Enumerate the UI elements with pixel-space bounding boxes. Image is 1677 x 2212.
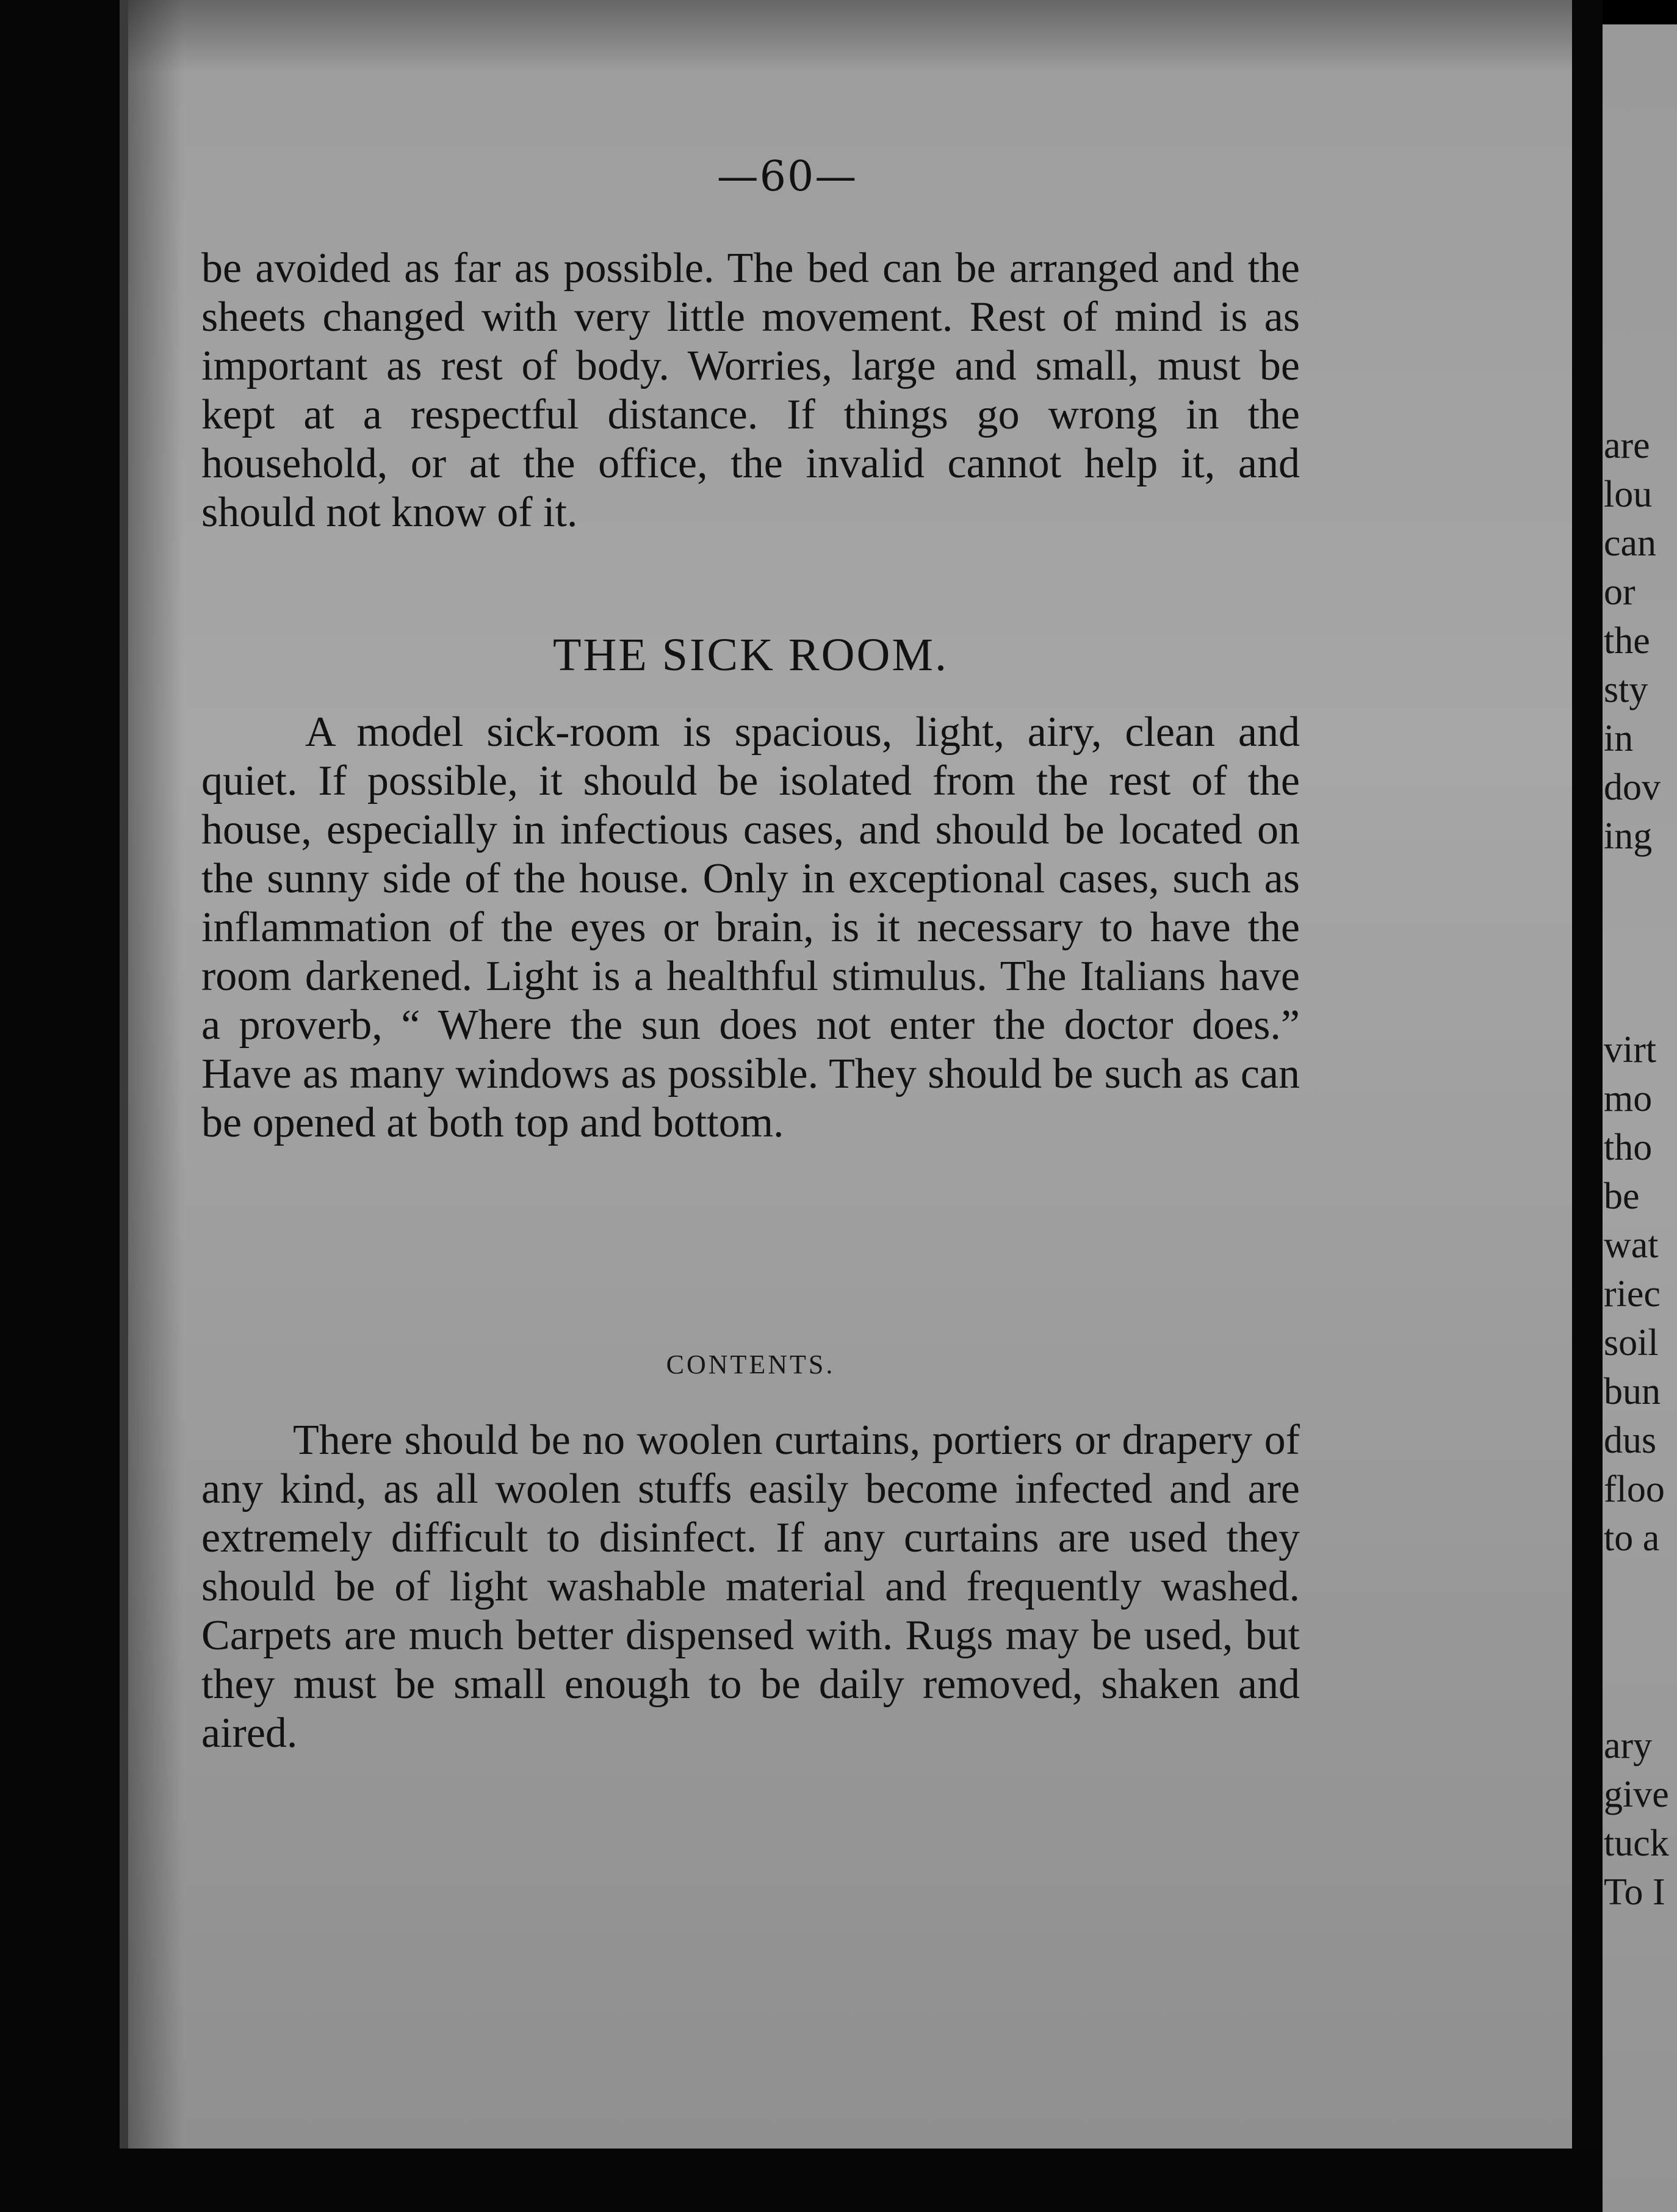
next-page-fragment: the	[1604, 620, 1650, 662]
scan-border-bottom	[0, 2149, 1603, 2212]
next-page-fragment: ing	[1604, 815, 1653, 857]
next-page-fragment: be	[1604, 1176, 1640, 1217]
next-page-fragment: ary	[1604, 1725, 1653, 1766]
next-page-fragment: in	[1604, 718, 1634, 759]
page-shadow-top	[128, 0, 1572, 73]
scan-border-left	[0, 0, 120, 2212]
next-page-fragment: mo	[1604, 1078, 1653, 1119]
next-page-fragment: soil	[1604, 1322, 1659, 1364]
heading-contents: CONTENTS.	[666, 1350, 835, 1379]
next-page-fragment: give	[1604, 1774, 1669, 1815]
paragraph-rest: be avoided as far as possible. The bed can be arranged and the sheets changed with very little movement. Rest of mind is as important as rest of body. Worries, large and small, must be kept at a respectful distance. If things go wrong in the household, or at the office, the invalid cannot help it, and should not know of it.	[201, 245, 1300, 536]
next-page-fragment: to a	[1604, 1517, 1660, 1559]
next-page-fragment: bun	[1604, 1371, 1661, 1412]
page-number: —60—	[716, 153, 858, 201]
next-page-fragment: can	[1604, 522, 1657, 564]
paragraph-sick-room: A model sick-room is spacious, light, airy, clean and quiet. If possible, it should be isolated from the rest of the house, especially in infectious cases, and should be located on the sunny side of the house. Only in exceptional cases, such as inflammation of the eyes or brain, is it necessary to have the room darkened. Light is a healthful stimulus. The Italians have a proverb, “ Where the sun does not enter the doctor does.” Have as many windows as possible. They should be such as can be opened at both top and bottom.	[201, 709, 1300, 1146]
next-page-fragment: are	[1604, 425, 1650, 466]
book-gutter	[1572, 0, 1603, 2212]
next-page-fragment: To I	[1604, 1871, 1665, 1913]
page-shadow-left	[128, 0, 183, 2149]
next-page-fragment: riec	[1604, 1273, 1661, 1315]
next-page-fragment: or	[1604, 571, 1636, 613]
heading-sick-room: THE SICK ROOM.	[553, 629, 948, 681]
next-page-fragment: dus	[1604, 1420, 1657, 1461]
next-page-fragment: tho	[1604, 1127, 1653, 1168]
next-page-fragment: lou	[1604, 474, 1653, 515]
next-page-fragment: dov	[1604, 767, 1661, 808]
paragraph-contents: There should be no woolen curtains, portiers or drapery of any kind, as all woolen stuffs easily become infected and are extremely difficult to disinfect. If any curtains are used they should be of light washable material and frequently washed. Carpets are much better dispensed with. Rugs may be used, but they must be small enough to be daily removed, shaken and aired.	[201, 1417, 1300, 1757]
next-page-edge	[1603, 24, 1677, 2212]
next-page-fragment: sty	[1604, 669, 1648, 710]
next-page-fragment: wat	[1604, 1224, 1659, 1266]
next-page-fragment: tuck	[1604, 1823, 1669, 1864]
next-page-fragment: virt	[1604, 1029, 1657, 1071]
next-page-fragment: floo	[1604, 1469, 1665, 1510]
